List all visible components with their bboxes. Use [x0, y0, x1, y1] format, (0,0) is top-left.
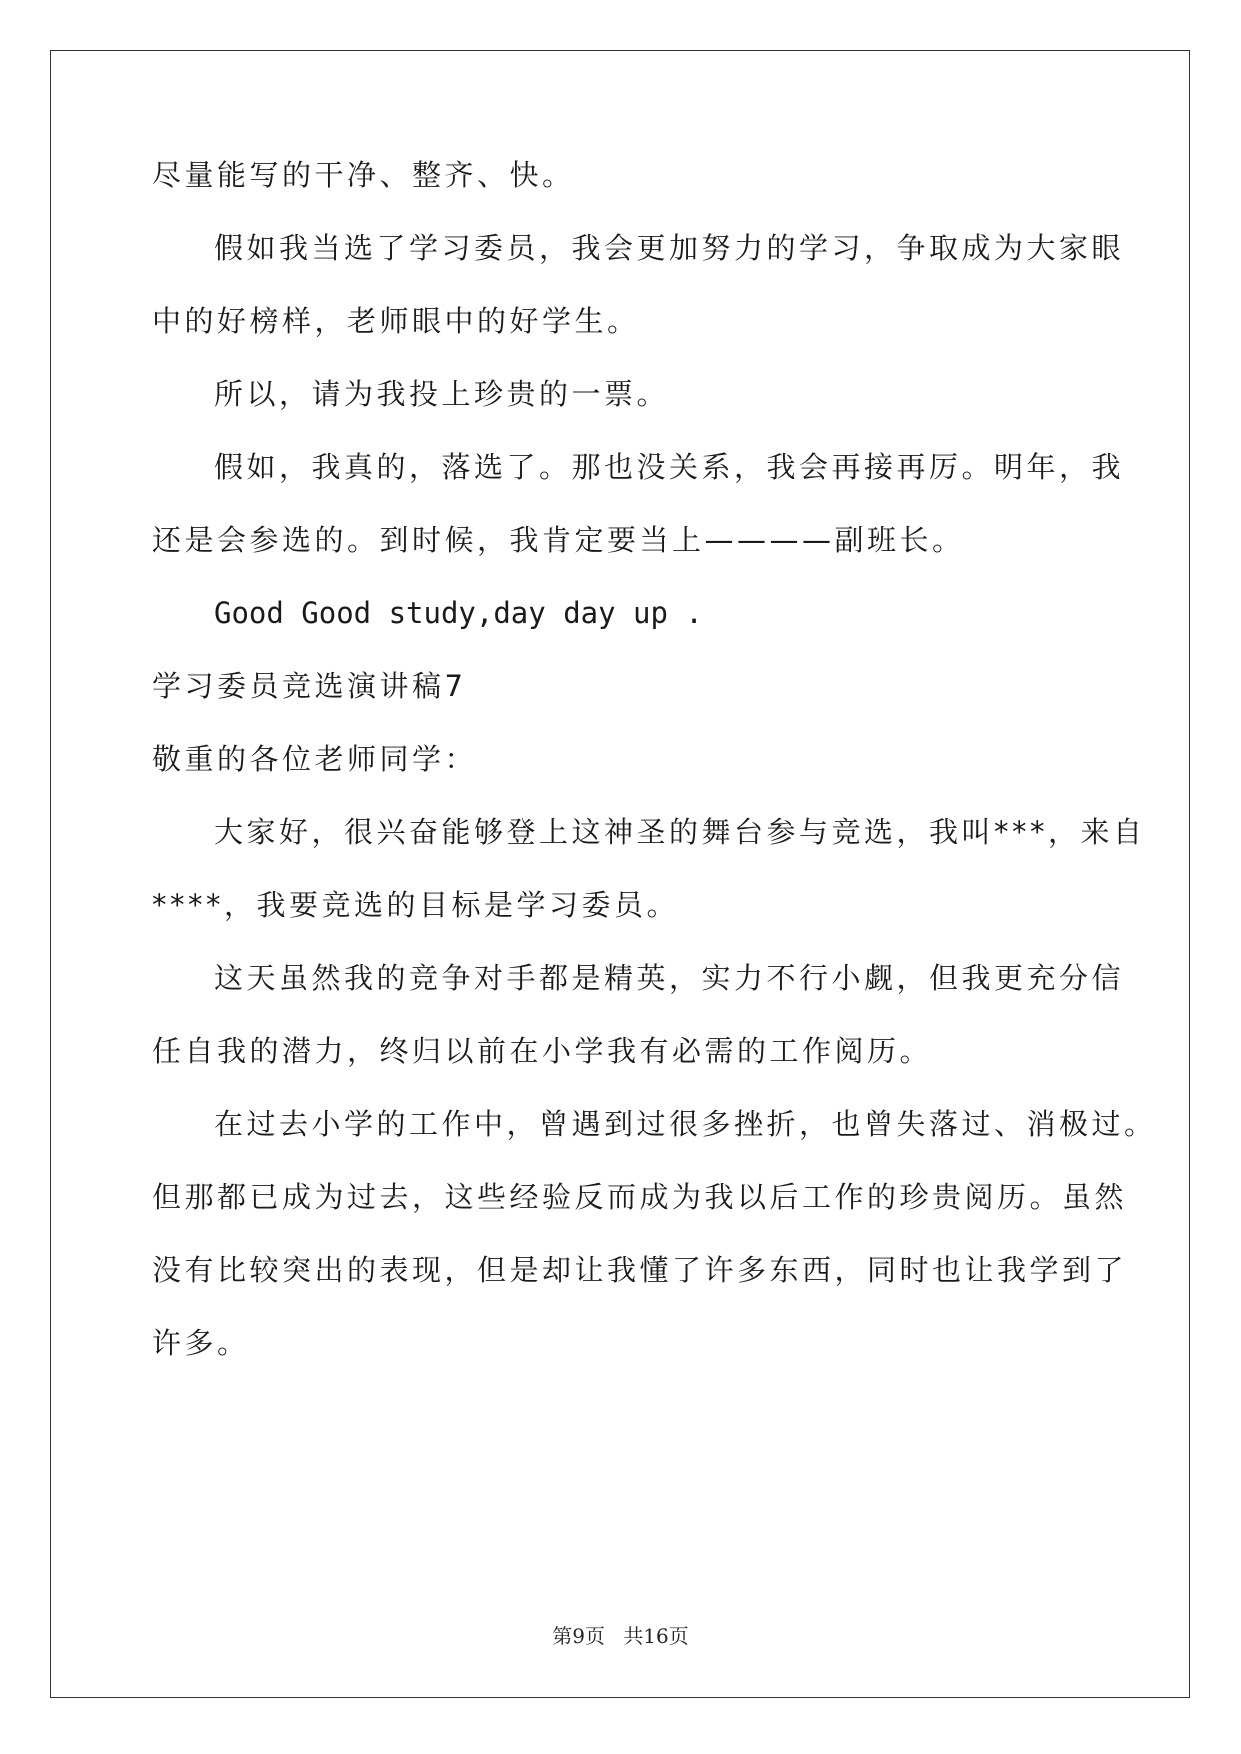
text-line: 但那都已成为过去，这些经验反而成为我以后工作的珍贵阅历。虽然: [152, 1180, 1128, 1214]
paragraph-line: 所以，请为我投上珍贵的一票。: [214, 377, 670, 411]
section-heading: 学习委员竞选演讲稿7: [152, 669, 467, 703]
text-line: 中的好榜样，老师眼中的好学生。: [152, 304, 640, 338]
page-footer: [0, 1620, 1241, 1649]
paragraph-line: 假如我当选了学习委员，我会更加努力的学习，争取成为大家眼: [214, 231, 1125, 265]
text-line: 尽量能写的干净、整齐、快。: [152, 158, 575, 192]
paragraph-line: 这天虽然我的竞争对手都是精英，实力不行小觑，但我更充分信: [214, 961, 1125, 995]
text-line: 任自我的潜力，终归以前在小学我有必需的工作阅历。: [152, 1034, 933, 1068]
page-number: 第9页: [552, 1624, 605, 1648]
salutation: 敬重的各位老师同学：: [152, 742, 478, 776]
english-motto: Good Good study,day day up .: [214, 596, 703, 630]
paragraph-line: 在过去小学的工作中，曾遇到过很多挫折，也曾失落过、消极过。: [214, 1107, 1157, 1141]
text-line: 没有比较突出的表现，但是却让我懂了许多东西，同时也让我学到了: [152, 1253, 1128, 1287]
paragraph-line: 假如，我真的，落选了。那也没关系，我会再接再厉。明年，我: [214, 450, 1125, 484]
text-line: 还是会参选的。到时候，我肯定要当上————副班长。: [152, 523, 965, 557]
text-line: 许多。: [152, 1326, 250, 1360]
text-line: ****，我要竞选的目标是学习委员。: [152, 888, 680, 922]
page-border: [50, 50, 1190, 1698]
paragraph-line: 大家好，很兴奋能够登上这神圣的舞台参与竞选，我叫***，来自: [214, 815, 1146, 849]
total-pages: 共16页: [623, 1624, 689, 1648]
